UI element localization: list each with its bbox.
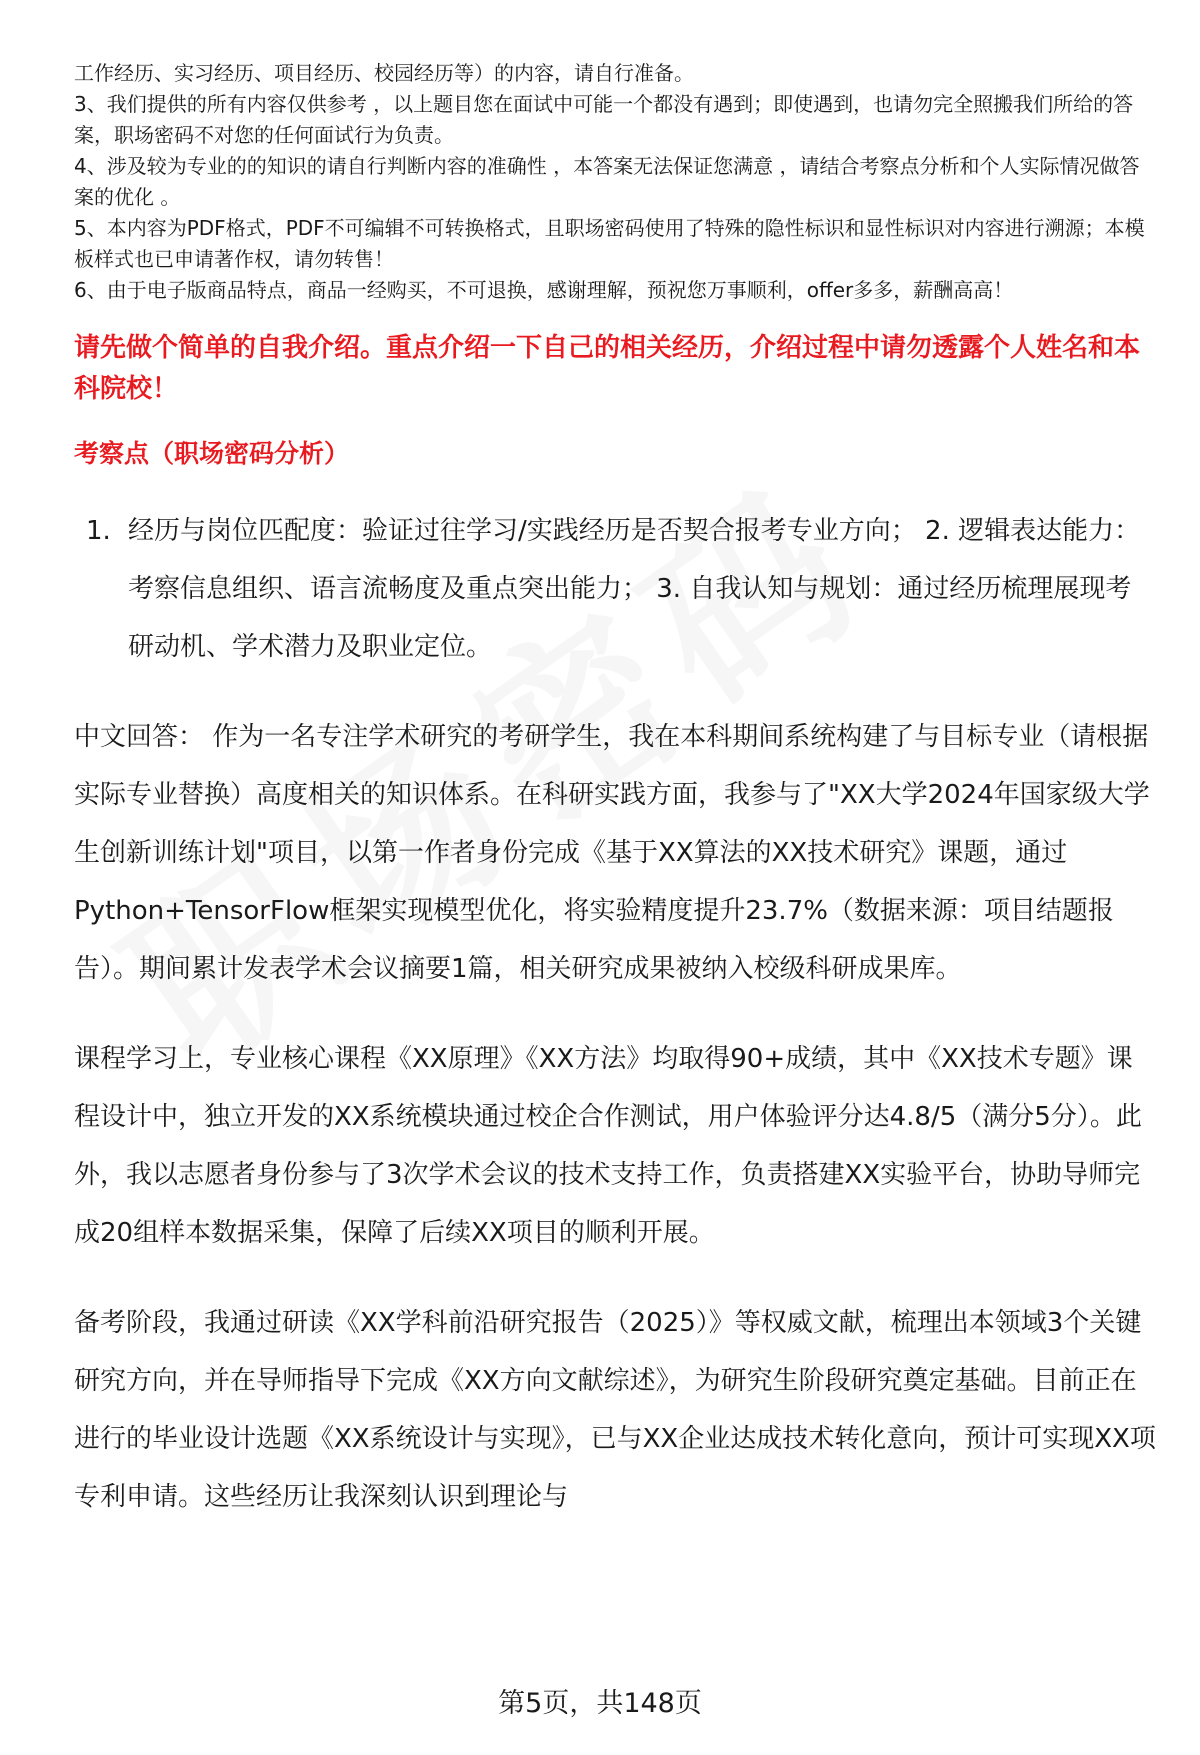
page-number: 第5页，共148页 — [498, 1688, 702, 1719]
analysis-point-number: 1. — [86, 516, 111, 546]
document-page — [74, 58, 1156, 1526]
interview-question: 请先做个简单的自我介绍。重点介绍一下自己的相关经历，介绍过程中请勿透露个人姓名和本科院校！ — [74, 333, 1141, 404]
note-line: 6、由于电子版商品特点，商品一经购买，不可退换，感谢理解，预祝您万事顺利，offer多多，薪酬高高！ — [74, 278, 1014, 302]
analysis-heading: 考察点（职场密码分析） — [74, 439, 350, 468]
answer-paragraph: 课程学习上，专业核心课程《XX原理》《XX方法》均取得90+成绩，其中《XX技术专题》课程设计中，独立开发的XX系统模块通过校企合作测试，用户体验评分达4.8/5（满分5分）。此外，我以志愿者身份参与了3次学术会议的技术支持工作，负责搭建XX实验平台，协助导师完成20组样本数据采集，保障了后续XX项目的顺利开展。 — [74, 1044, 1142, 1248]
note-line: 4、涉及较为专业的的知识的请自行判断内容的准确性 ，本答案无法保证您满意 ，请结合考察点分析和个人实际情况做答案的优化 。 — [74, 154, 1140, 209]
answer-paragraph: 中文回答： 作为一名专注学术研究的考研学生，我在本科期间系统构建了与目标专业（请根据实际专业替换）高度相关的知识体系。在科研实践方面，我参与了"XX大学2024年国家级大学生创新训练计划"项目，以第一作者身份完成《基于XX算法的XX技术研究》课题，通过Python+TensorFlow框架实现模型优化，将实验精度提升23.7%（数据来源：项目结题报告）。期间累计发表学术会议摘要1篇，相关研究成果被纳入校级科研成果库。 — [74, 722, 1150, 984]
answer-section — [74, 708, 1156, 1526]
note-line: 3、我们提供的所有内容仅供参考 ，以上题目您在面试中可能一个都没有遇到；即使遇到，也请勿完全照搬我们所给的答案，职场密码不对您的任何面试行为负责。 — [74, 92, 1134, 147]
note-line: 工作经历、实习经历、项目经历、校园经历等）的内容，请自行准备。 — [74, 61, 694, 85]
note-line: 5、本内容为PDF格式，PDF不可编辑不可转换格式，且职场密码使用了特殊的隐性标识和显性标识对内容进行溯源；本模板样式也已申请著作权，请勿转售！ — [74, 216, 1145, 271]
analysis-points — [74, 502, 1156, 676]
analysis-point-text: 经历与岗位匹配度：验证过往学习/实践经历是否契合报考专业方向； 2. 逻辑表达能力：考察信息组织、语言流畅度及重点突出能力； 3. 自我认知与规划：通过经历梳理展现考研动机、学术潜力及职业定位。 — [128, 516, 1141, 662]
answer-paragraph: 备考阶段，我通过研读《XX学科前沿研究报告（2025）》等权威文献，梳理出本领域3个关键研究方向，并在导师指导下完成《XX方向文献综述》，为研究生阶段研究奠定基础。目前正在进行的毕业设计选题《XX系统设计与实现》，已与XX企业达成技术转化意向，预计可实现XX项专利申请。这些经历让我深刻认识到理论与 — [74, 1308, 1156, 1512]
analysis-point — [74, 502, 1156, 676]
disclaimer-notes — [74, 58, 1156, 306]
